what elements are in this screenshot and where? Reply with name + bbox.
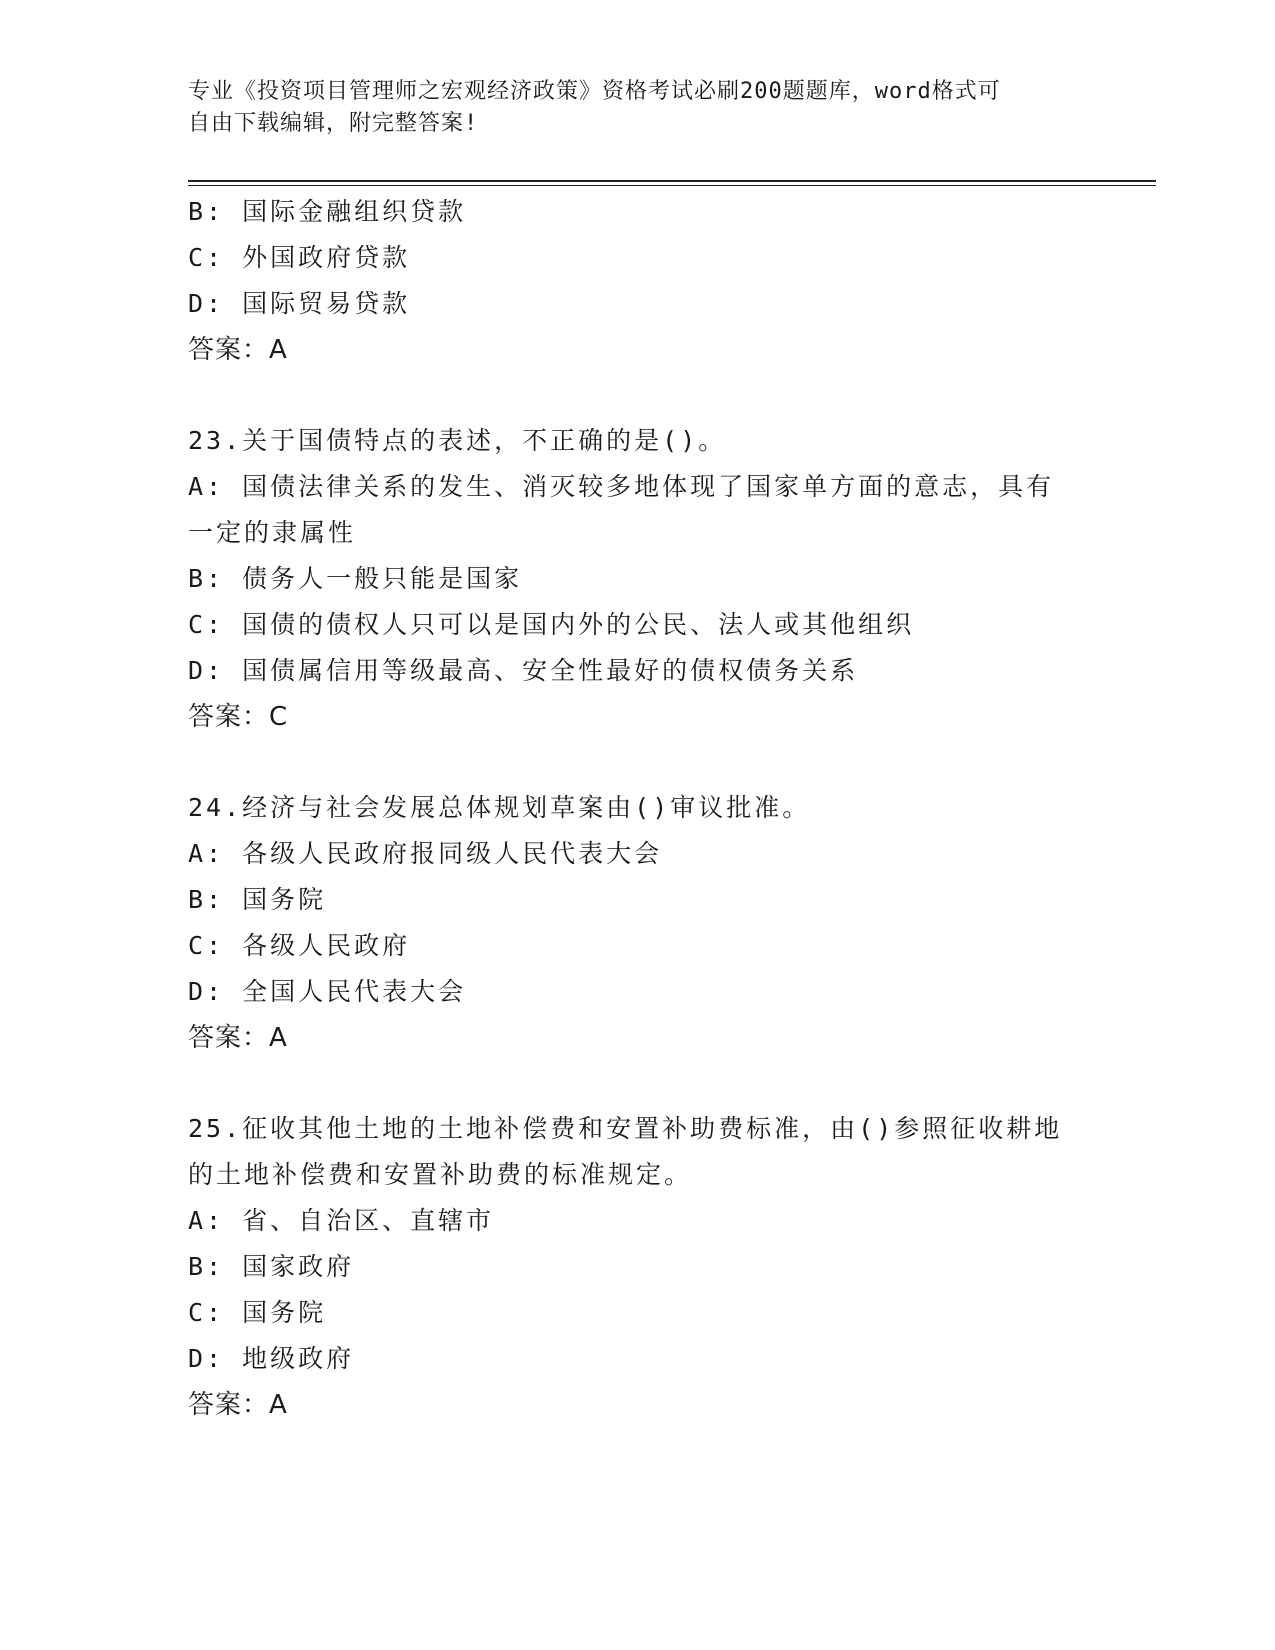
answer-line: 答案：A	[188, 1023, 288, 1053]
option-b: B: 债务人一般只能是国家	[188, 564, 523, 593]
question-spacer	[188, 373, 1088, 418]
question-spacer	[188, 1061, 1088, 1106]
option-a: A: 国债法律关系的发生、消灭较多地体现了国家单方面的意志，具有	[188, 472, 1055, 501]
question-stem: 23.关于国债特点的表述，不正确的是()。	[188, 426, 727, 455]
option-a-continued: 一定的隶属性	[188, 518, 357, 547]
question-block-25	[188, 1106, 1088, 1428]
question-stem: 25.征收其他土地的土地补偿费和安置补助费标准，由()参照征收耕地	[188, 1114, 1063, 1143]
header-line-2: 自由下载编辑，附完整答案!	[188, 111, 479, 136]
header-divider-thick	[188, 180, 1156, 182]
option-c: C: 国债的债权人只可以是国内外的公民、法人或其他组织	[188, 610, 915, 639]
option-d: D: 全国人民代表大会	[188, 977, 467, 1006]
question-list	[188, 189, 1088, 1428]
question-stem-continued: 的土地补偿费和安置补助费的标准规定。	[188, 1160, 693, 1189]
document-header	[188, 76, 1088, 140]
answer-line: 答案：A	[188, 335, 288, 365]
question-spacer	[188, 740, 1088, 785]
header-divider-thin	[188, 185, 1156, 186]
answer-line: 答案：A	[188, 1390, 288, 1420]
option-d: D: 国际贸易贷款	[188, 289, 411, 318]
option-b: B: 国家政府	[188, 1252, 355, 1281]
header-line-1: 专业《投资项目管理师之宏观经济政策》资格考试必刷200题题库，word格式可	[188, 79, 1001, 104]
question-block-24	[188, 785, 1088, 1061]
answer-line: 答案：C	[188, 702, 289, 732]
option-d: D: 地级政府	[188, 1344, 355, 1373]
option-c: C: 各级人民政府	[188, 931, 411, 960]
option-a: A: 省、自治区、直辖市	[188, 1206, 495, 1235]
option-b: B: 国务院	[188, 885, 327, 914]
option-a: A: 各级人民政府报同级人民代表大会	[188, 839, 663, 868]
option-c: C: 国务院	[188, 1298, 327, 1327]
option-b: B: 国际金融组织贷款	[188, 197, 467, 226]
option-c: C: 外国政府贷款	[188, 243, 411, 272]
option-d: D: 国债属信用等级最高、安全性最好的债权债务关系	[188, 656, 859, 685]
question-stem: 24.经济与社会发展总体规划草案由()审议批准。	[188, 793, 811, 822]
question-block-22	[188, 189, 1088, 373]
question-block-23	[188, 418, 1088, 740]
